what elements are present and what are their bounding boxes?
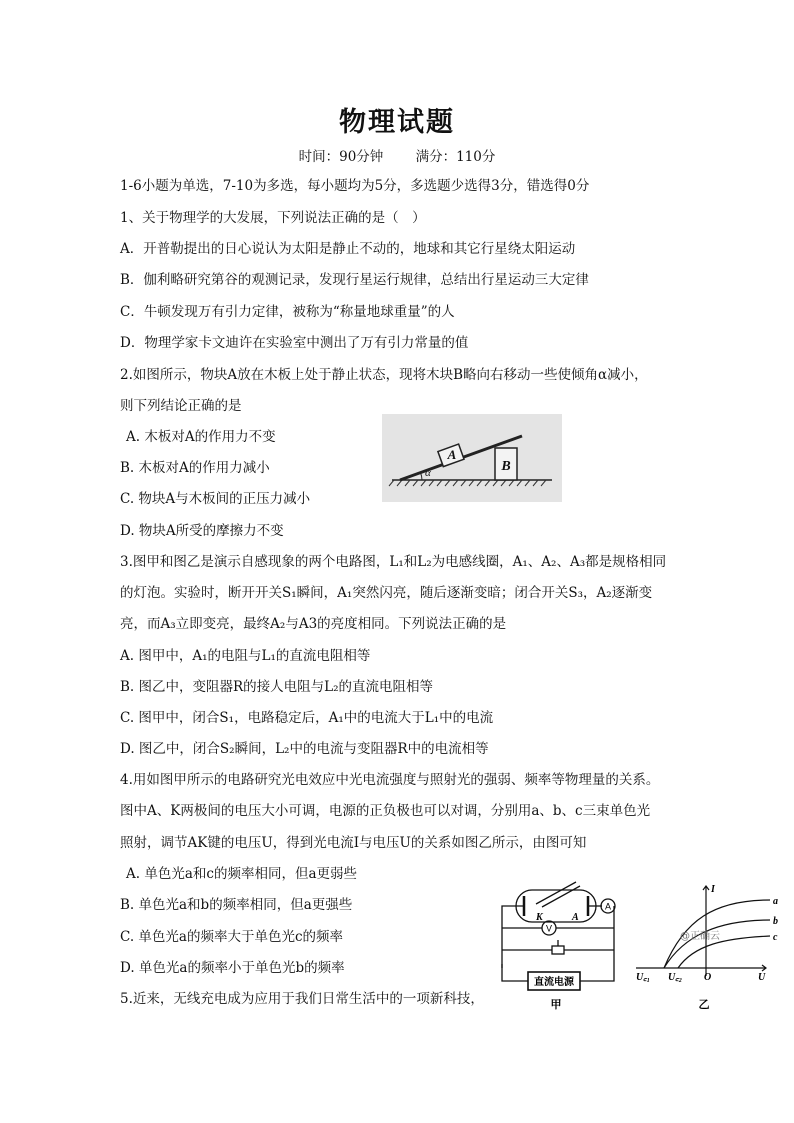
light-ray-2 [542, 886, 580, 907]
figure-jia-caption: 甲 [550, 998, 562, 1011]
block-a-label: A [447, 447, 457, 462]
q2-option-d: D. 物块A所受的摩擦力不变 [120, 523, 284, 539]
q4-option-b: B. 单色光a和b的频率相同，但a更强些 [120, 897, 353, 913]
anode-label: A [572, 912, 579, 923]
power-supply-label: 直流电源 [534, 977, 574, 988]
q4-option-d: D. 单色光a的频率小于单色光b的频率 [120, 960, 345, 976]
cathode-label: K [536, 912, 543, 923]
q1-option-b: B．伽利略研究第谷的观测记录，发现行星运行规律，总结出行星运动三大定律 [120, 272, 589, 288]
y-axis-label: I [711, 884, 715, 895]
supply-wire-right [580, 964, 614, 981]
curve-a-label: a [773, 896, 778, 907]
figure-yi-caption: 乙 [698, 998, 710, 1011]
exam-meta [0, 145, 794, 165]
origin-label: O [704, 972, 712, 983]
curve-b [664, 920, 770, 968]
q3-option-c: C. 图甲中，闭合S₁，电路稳定后，A₁中的电流大于L₁中的电流 [120, 710, 494, 726]
exam-time: 时间：90分钟 [298, 149, 384, 165]
q2-incline-figure [382, 414, 562, 502]
phototube [516, 890, 596, 922]
curve-b-label: b [773, 916, 778, 927]
q3-option-a: A. 图甲中，A₁的电阻与L₁的直流电阻相等 [120, 648, 371, 664]
rheostat [552, 946, 564, 954]
q2-option-a: A. 木板对A的作用力不变 [126, 429, 276, 445]
q1-option-d: D．物理学家卡文迪许在实验室中测出了万有引力常量的值 [120, 335, 469, 351]
light-ray-1 [536, 882, 576, 904]
q1-option-a: A．开普勒提出的日心说认为太阳是静止不动的，地球和其它行星绕太阳运动 [120, 241, 576, 257]
q2-stem-line2: 则下列结论正确的是 [120, 398, 242, 414]
q3-stem-line3: 亮，而A₃立即变亮，最终A₂与A3的亮度相同。下列说法正确的是 [120, 616, 507, 632]
uc1-label: U꜀₁ [636, 972, 651, 983]
instructions: 1-6小题为单选，7-10为多选，每小题均为5分，多选题少选得3分，错选得0分 [120, 178, 590, 194]
q4-stem-line3: 照射，调节AK键的电压U，得到光电流I与电压U的关系如图乙所示，由图可知 [120, 835, 587, 851]
q4-option-a: A. 单色光a和c的频率相同，但a更弱些 [126, 866, 357, 882]
q3-stem-line1: 3.图甲和图乙是演示自感现象的两个电路图，L₁和L₂为电感线圈，A₁、A₂、A₃都是规格相同 [120, 554, 667, 570]
supply-wire-left [502, 964, 528, 981]
watermark: @正确云 [680, 931, 720, 942]
angle-label: α [425, 467, 431, 479]
q3-stem-line2: 的灯泡。实验时，断开开关S₁瞬间，A₁突然闪亮，随后逐渐变暗；闭合开关S₃，A₂逐渐变 [120, 585, 653, 601]
voltmeter-label: V [545, 923, 553, 934]
q4-iu-graph [634, 880, 784, 1012]
q4-stem-line1: 4.用如图甲所示的电路研究光电效应中光电流强度与照射光的强弱、频率等物理量的关系。 [120, 772, 660, 788]
block-b-label: B [501, 459, 511, 474]
figure-background [382, 414, 562, 502]
q4-circuit-figure [494, 880, 620, 1012]
q3-option-d: D. 图乙中，闭合S₂瞬间，L₂中的电流与变阻器R中的电流相等 [120, 741, 489, 757]
left-wire [502, 906, 524, 968]
q2-option-b: B. 木板对A的作用力减小 [120, 460, 270, 476]
ammeter-label: A [604, 901, 612, 912]
q3-option-b: B. 图乙中，变阻器R的接人电阻与L₂的直流电阻相等 [120, 679, 434, 695]
q5-stem: 5.近来，无线充电成为应用于我们日常生活中的一项新科技， [120, 991, 484, 1007]
page-title: 物理试题 [339, 107, 455, 138]
exam-score: 满分：110分 [415, 149, 496, 165]
curve-c-label: c [773, 932, 778, 943]
q2-stem-line1: 2.如图所示，物块A放在木板上处于静止状态，现将木块B略向右移动一些使倾角α减小， [120, 367, 648, 383]
uc2-label: U꜀₂ [668, 972, 683, 983]
q1-stem: 1、关于物理学的大发展，下列说法正确的是（ ） [120, 210, 426, 226]
q4-stem-line2: 图中A、K两极间的电压大小可调，电源的正负极也可以对调，分别用a、b、c三束单色光 [120, 803, 651, 819]
q4-option-c: C. 单色光a的频率大于单色光c的频率 [120, 929, 344, 945]
x-axis-label: U [758, 972, 766, 983]
q1-option-c: C．牛顿发现万有引力定律，被称为“称量地球重量”的人 [120, 304, 455, 320]
q2-option-c: C. 物块A与木板间的正压力减小 [120, 491, 311, 507]
